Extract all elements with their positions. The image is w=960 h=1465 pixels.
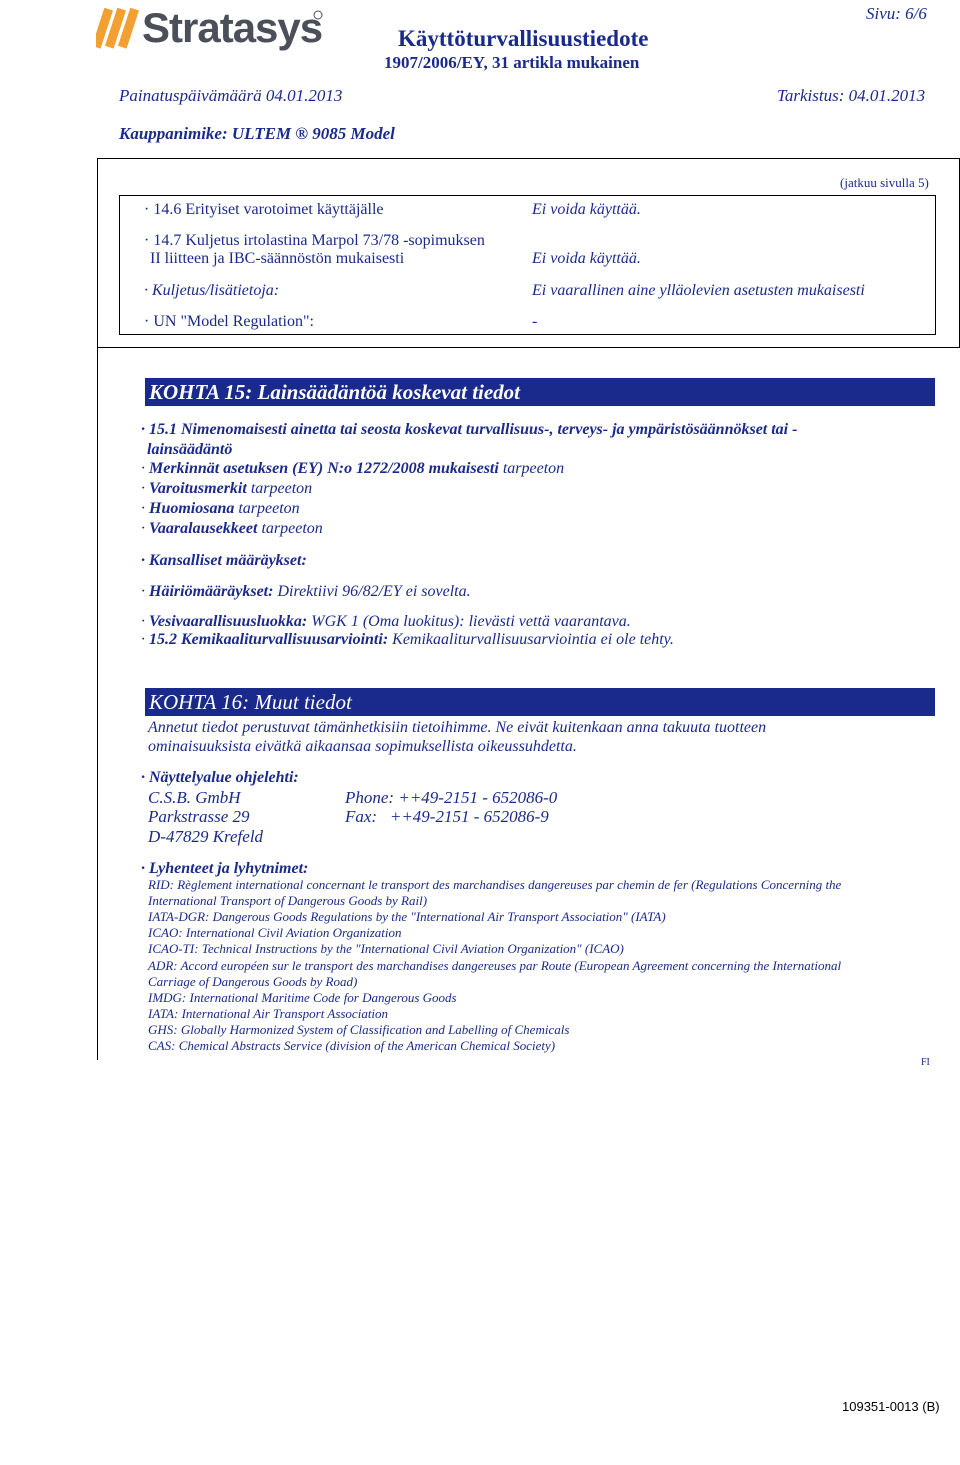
abbreviation-line: IATA: International Air Transport Association: [148, 1006, 389, 1021]
abbreviation-line: CAS: Chemical Abstracts Service (division of the American Chemical Society): [148, 1038, 556, 1053]
section-15-1-heading: · 15.1 Nimenomaisesti ainetta tai seosta koskevat turvallisuus-, terveys- ja ympäristösäännökset tai -: [141, 421, 798, 438]
issuing-department-label: · Näyttelyalue ohjelehti:: [141, 769, 299, 786]
section-16-intro-line-1: Annetut tiedot perustuvat tämänhetkisiin tietoihimme. Ne eivät kuitenkaan anna takuuta tuotteen: [148, 719, 767, 736]
signal-word-line: · Huomiosana tarpeeton: [141, 500, 300, 517]
page-number: Sivu: 6/6: [866, 4, 927, 23]
company-phone: Phone: ++49-2151 - 652086-0: [345, 788, 558, 807]
hazard-statements-line: · Vaaralausekkeet tarpeeton: [141, 520, 323, 537]
transport-row-14-7-label: · 14.7 Kuljetus irtolastina Marpol 73/78 -sopimuksen: [144, 232, 485, 249]
print-date: Painatuspäivämäärä 04.01.2013: [119, 86, 343, 105]
transport-row-14-7-label-cont: II liitteen ja IBC-säännöstön mukaisesti: [150, 250, 405, 267]
abbreviation-line: ICAO-TI: Technical Instructions by the "International Civil Aviation Organization" (ICAO): [148, 941, 624, 956]
section-16-intro-line-2: ominaisuuksista eivätkä aikaansaa sopimuksellista oikeussuhdetta.: [148, 738, 577, 755]
accident-regulations-line: · Häiriömääräykset: Direktiivi 96/82/EY ei sovelta.: [141, 583, 471, 600]
abbreviation-line: IMDG: International Maritime Code for Dangerous Goods: [148, 990, 457, 1005]
revision-date: Tarkistus: 04.01.2013: [777, 86, 926, 105]
pictograms-line: · Varoitusmerkit tarpeeton: [141, 480, 313, 497]
abbreviation-line: GHS: Globally Harmonized System of Classification and Labelling of Chemicals: [148, 1022, 570, 1037]
transport-row-extra-label: · Kuljetus/lisätietoja:: [144, 282, 280, 299]
water-hazard-line: · Vesivaarallisuusluokka: WGK 1 (Oma luokitus): lievästi vettä vaarantava.: [141, 613, 631, 630]
abbreviation-line: ICAO: International Civil Aviation Organization: [148, 925, 402, 940]
national-regulations-line: · Kansalliset määräykset:: [141, 552, 307, 569]
abbreviation-line: International Transport of Dangerous Goods by Rail): [148, 893, 428, 908]
transport-row-un-label: · UN "Model Regulation":: [144, 313, 314, 330]
company-city: D-47829 Krefeld: [148, 827, 264, 846]
abbreviation-line: IATA-DGR: Dangerous Goods Regulations by the "International Air Transport Association" (IATA): [148, 909, 666, 924]
transport-row-14-7-value: Ei voida käyttää.: [532, 250, 641, 267]
stratasys-logo-icon: [96, 4, 140, 50]
abbreviation-line: ADR: Accord européen sur le transport des marchandises dangereuses par Route (European Agreement concerning the International: [148, 958, 842, 973]
section-15-1-heading-cont: lainsäädäntö: [147, 441, 233, 458]
abbreviation-line: Carriage of Dangerous Goods by Road): [148, 974, 358, 989]
company-street: Parkstrasse 29: [148, 807, 250, 826]
continued-note: (jatkuu sivulla 5): [840, 175, 929, 190]
section-16-heading: KOHTA 16: Muut tiedot: [145, 688, 935, 716]
transport-row-extra-value: Ei vaarallinen aine ylläolevien asetusten mukaisesti: [532, 282, 865, 299]
chemical-safety-assessment-line: · 15.2 Kemikaaliturvallisuusarviointi: Kemikaaliturvallisuusarviointia ei ole tehty.: [141, 631, 674, 648]
document-subtitle: 1907/2006/EY, 31 artikla mukainen: [384, 53, 640, 72]
company-name: C.S.B. GmbH: [148, 788, 241, 807]
transport-row-14-6-label: · 14.6 Erityiset varotoimet käyttäjälle: [144, 201, 384, 218]
abbreviations-label: · Lyhenteet ja lyhytnimet:: [141, 860, 309, 877]
section-15-heading: KOHTA 15: Lainsäädäntöä koskevat tiedot: [145, 378, 935, 406]
transport-row-un-value: -: [532, 313, 538, 330]
left-margin-rule: [97, 348, 98, 1060]
abbreviation-line: RID: Règlement international concernant le transport des marchandises dangereuses par chemin de fer (Regulations Concerning the: [148, 877, 842, 892]
product-name: Kauppanimike: ULTEM ® 9085 Model: [119, 124, 395, 143]
transport-row-14-6-value: Ei voida käyttää.: [532, 201, 641, 218]
document-title: Käyttöturvallisuustiedote: [398, 26, 649, 51]
company-fax: Fax: ++49-2151 - 652086-9: [345, 807, 549, 826]
registered-mark-icon: [313, 10, 323, 20]
labelling-line: · Merkinnät asetuksen (EY) N:o 1272/2008 mukaisesti tarpeeton: [141, 460, 565, 477]
brand-name: Stratasys: [142, 4, 323, 51]
document-code: 109351-0013 (B): [842, 1399, 940, 1414]
language-code: FI: [921, 1057, 930, 1068]
